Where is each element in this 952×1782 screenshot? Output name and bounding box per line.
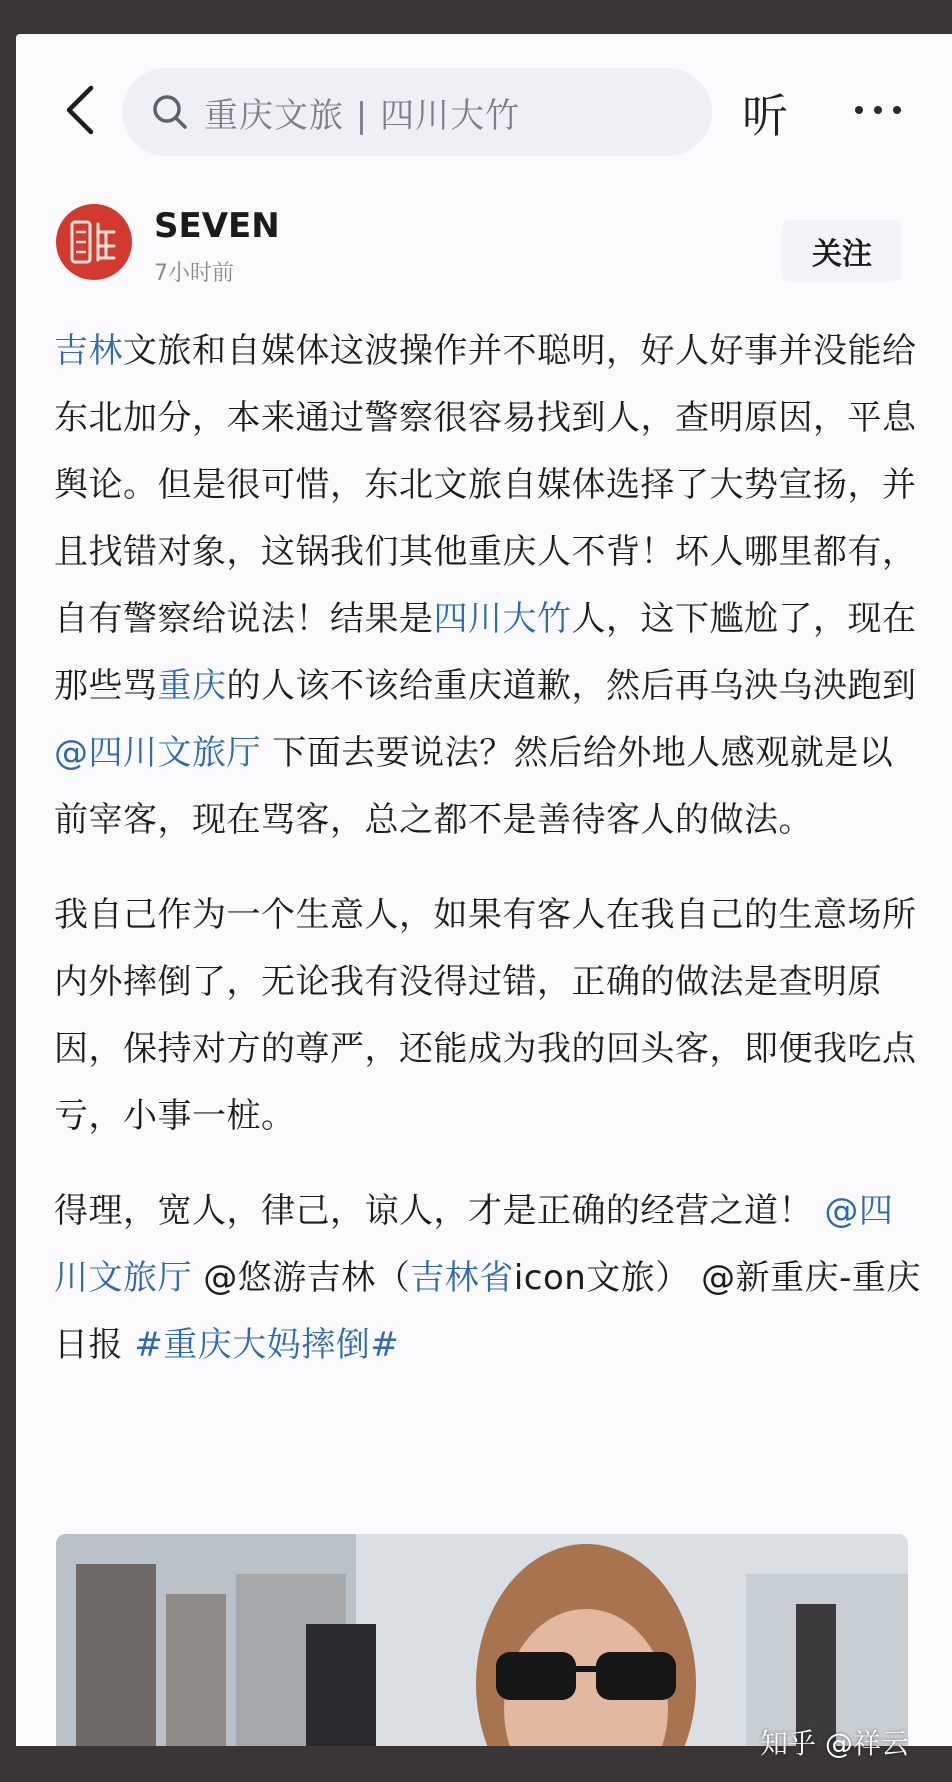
link-chongqing[interactable]: 重庆 bbox=[157, 666, 227, 706]
watermark: 知乎 @祥云 bbox=[760, 1727, 909, 1760]
text-span: 得理，宽人，律己，谅人，才是正确的经营之道！ bbox=[54, 1191, 825, 1231]
photo-scene bbox=[56, 1534, 908, 1746]
more-dots-icon bbox=[854, 105, 902, 115]
app-screen bbox=[16, 34, 952, 1746]
link-jilin[interactable]: 吉林 bbox=[54, 331, 123, 371]
paragraph-1 bbox=[54, 318, 924, 854]
search-bar[interactable] bbox=[122, 68, 712, 156]
text-span: @悠游吉林（ bbox=[192, 1258, 411, 1298]
back-arrow-icon bbox=[65, 85, 95, 135]
hashtag-link[interactable]: #重庆大妈摔倒# bbox=[134, 1325, 400, 1365]
post-content bbox=[54, 318, 924, 1407]
back-button[interactable] bbox=[52, 78, 108, 142]
text-span: 下面去要说法？然后给外地人感观就是以前宰客，现在骂客，总之都不是善待客人的做法。 bbox=[54, 733, 894, 840]
listen-button[interactable]: 听 bbox=[742, 89, 788, 143]
text-span: 的人该不该给重庆道歉，然后再乌泱乌泱跑到 bbox=[226, 666, 917, 706]
more-button[interactable] bbox=[850, 90, 906, 130]
author-avatar[interactable] bbox=[56, 204, 132, 280]
paragraph-2: 我自己作为一个生意人，如果有客人在我自己的生意场所内外摔倒了，无论我有没得过错，正确的做法是查明原因，保持对方的尊严，还能成为我的回头客，即便我吃点亏，小事一桩。 bbox=[54, 895, 917, 1136]
mention-sichuan-tourism-2[interactable]: @四川文旅厅 bbox=[54, 1191, 894, 1298]
text-span: 文旅和自媒体这波操作并不聪明，好人好事并没能给东北加分，本来通过警察很容易找到人，查明原因，平息舆论。但是很可惜，东北文旅自媒体选择了大势宣扬，并且找错对象，这锅我们其他重庆人不背！坏人哪里都有，自有警察给说法！结果是 bbox=[54, 331, 917, 639]
post-time: 7小时前 bbox=[154, 261, 234, 286]
search-icon bbox=[150, 92, 190, 132]
paragraph-3 bbox=[54, 1178, 924, 1379]
link-jilin-province[interactable]: 吉林省 bbox=[410, 1258, 514, 1298]
mention-sichuan-tourism[interactable]: @四川文旅厅 bbox=[54, 733, 261, 773]
text-span: icon文旅） @新重庆-重庆日报 bbox=[54, 1258, 921, 1365]
search-query-text: 重庆文旅 | 四川大竹 bbox=[204, 95, 521, 136]
text-span: 人，这下尴尬了，现在那些骂 bbox=[54, 599, 917, 706]
follow-button[interactable]: 关注 bbox=[782, 220, 902, 282]
author-name[interactable]: SEVEN bbox=[154, 206, 280, 246]
seal-avatar-icon bbox=[64, 212, 124, 272]
post-image[interactable] bbox=[56, 1534, 908, 1746]
top-bar bbox=[16, 34, 952, 174]
link-sichuan-dazhu[interactable]: 四川大竹 bbox=[433, 599, 572, 639]
